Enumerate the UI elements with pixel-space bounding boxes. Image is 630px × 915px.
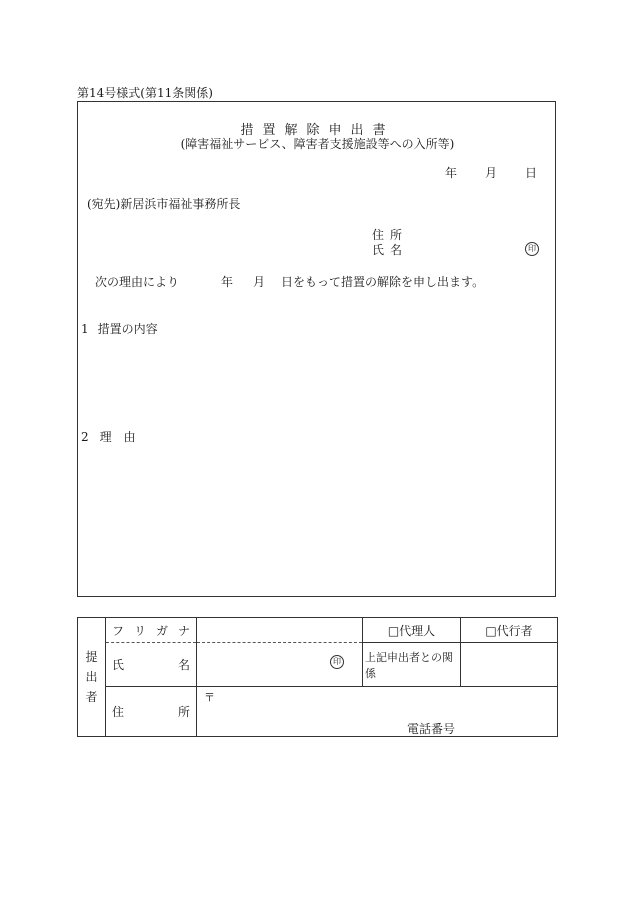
statement-month: 月 [253, 275, 266, 289]
seal-icon: 印 [330, 655, 344, 669]
addressee: (宛先)新居浜市福祉事務所長 [87, 197, 241, 211]
furigana-field[interactable] [197, 618, 363, 643]
statement-year: 年 [221, 275, 234, 289]
section-measure-content [81, 320, 158, 337]
statement-suffix: 日をもって措置の解除を申し出ます。 [281, 275, 485, 289]
address-field[interactable] [197, 687, 558, 737]
applicant-name-label: 氏名 [372, 243, 409, 257]
form-number: 第14号様式(第11条関係) [77, 86, 213, 100]
date-year-label: 年 [444, 166, 457, 180]
postal-mark: 〒 [204, 691, 215, 704]
relation-label: 上記申出者との関係 [363, 643, 461, 687]
section-label: 理由 [99, 430, 148, 444]
phone-label: 電話番号 [407, 722, 456, 736]
form-subtitle: (障害福祉サービス、障害者支援施設等への入所等) [180, 137, 455, 151]
seal-icon: 印 [525, 242, 539, 256]
statement-prefix: 次の理由により [95, 275, 180, 289]
section-number: 2 [81, 430, 91, 444]
furigana-label: フ リ ガ ナ [106, 618, 197, 643]
relation-field[interactable] [461, 643, 558, 687]
submitter-side-label: 提 出 者 [78, 618, 106, 737]
submitter-table [77, 617, 558, 737]
name-field[interactable] [197, 643, 363, 687]
date-day-label: 日 [524, 166, 537, 180]
application-box [77, 101, 556, 597]
agent-checkbox[interactable]: □代理人 [363, 618, 461, 643]
section-reason [81, 428, 148, 445]
section-label: 措置の内容 [97, 322, 158, 336]
applicant-address-label: 住所 [372, 228, 409, 242]
address-label: 住 所 [106, 687, 197, 737]
date-line [445, 164, 537, 181]
name-label: 氏 名 [106, 643, 197, 687]
date-month-label: 月 [484, 166, 497, 180]
form-title: 措置解除申出書 [240, 123, 395, 138]
proxy-checkbox[interactable]: □代行者 [461, 618, 558, 643]
section-number: 1 [81, 322, 89, 336]
statement-line [95, 273, 484, 290]
